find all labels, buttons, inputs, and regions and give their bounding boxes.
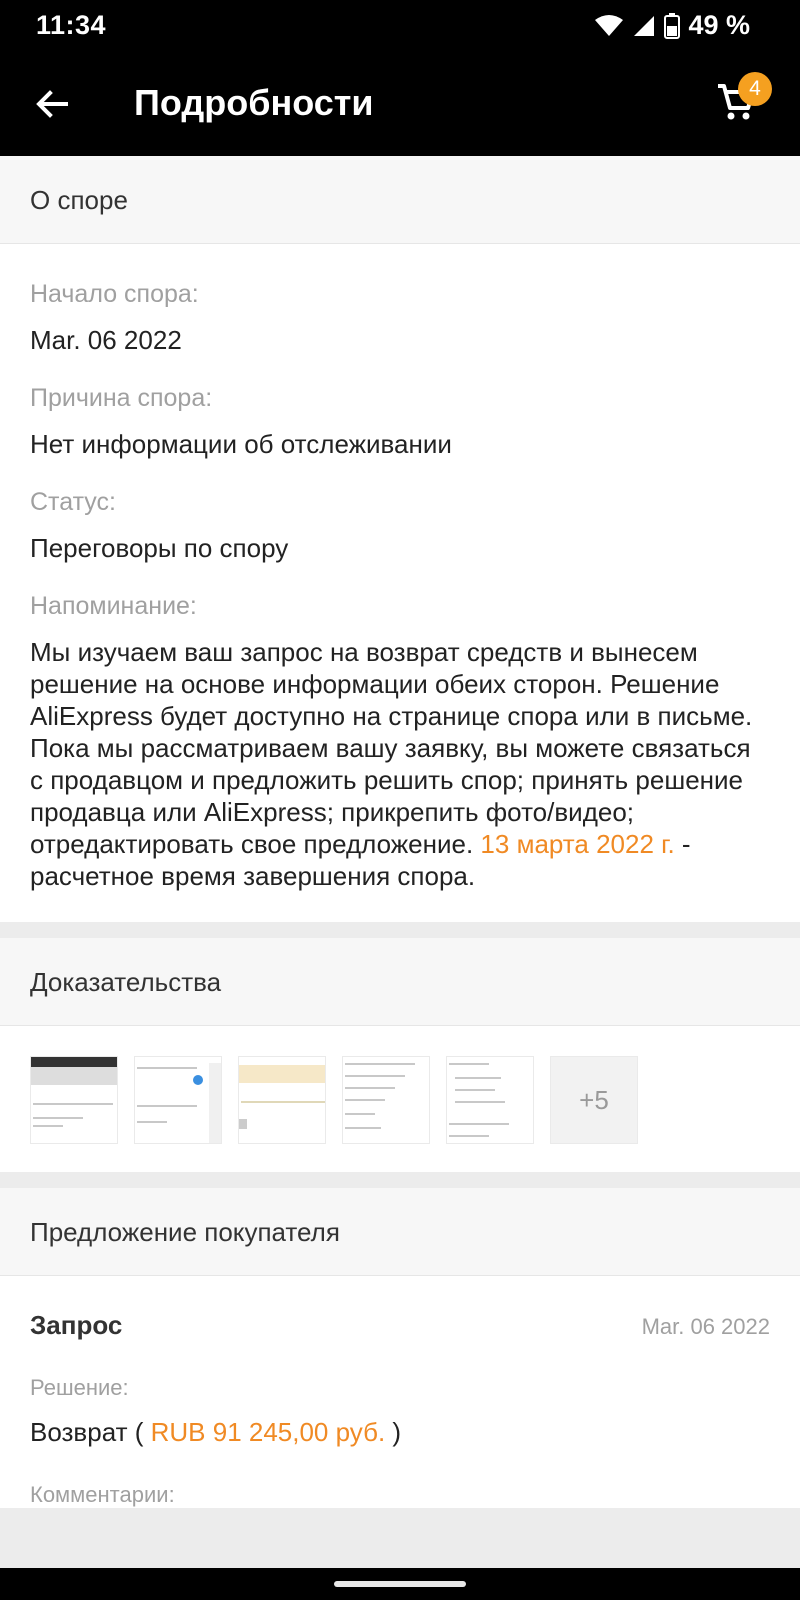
page-title: Подробности: [134, 82, 374, 123]
status-bar: [0, 0, 800, 52]
dispute-reason-value: Нет информации об отслеживании: [30, 429, 452, 459]
dispute-section-header: О споре: [0, 156, 800, 244]
request-date: Mar. 06 2022: [641, 1314, 770, 1339]
status-time: 11:34: [36, 10, 107, 40]
app-bar: [0, 52, 800, 156]
signal-icon: [632, 14, 656, 38]
decision-label: Решение:: [30, 1375, 129, 1400]
dispute-reason-field: [30, 384, 770, 460]
dispute-status-value: Переговоры по спору: [30, 533, 289, 563]
battery-percent: 49 %: [688, 10, 750, 40]
battery-icon: [664, 13, 680, 39]
reminder-deadline-date: 13 марта 2022 г.: [480, 829, 675, 859]
status-icons: [594, 10, 750, 41]
dispute-status-label: Статус:: [30, 488, 116, 516]
cart-button[interactable]: [712, 72, 772, 132]
evidence-section-header: Доказательства: [0, 938, 800, 1026]
back-button[interactable]: [28, 80, 76, 128]
section-divider: [0, 1172, 800, 1188]
system-nav-bar: [0, 1568, 800, 1600]
dispute-start-field: [30, 280, 770, 356]
dispute-reminder-text: [30, 636, 770, 892]
dispute-reason-label: Причина спора:: [30, 384, 213, 412]
evidence-thumbnail[interactable]: [446, 1056, 534, 1144]
evidence-more-button[interactable]: +5: [550, 1056, 638, 1144]
request-row: [30, 1310, 770, 1341]
wifi-icon: [594, 14, 624, 38]
buyer-offer-header: Предложение покупателя: [0, 1188, 800, 1276]
decision-value: [30, 1416, 770, 1448]
content-scroll[interactable]: [0, 156, 800, 1568]
dispute-start-value: Mar. 06 2022: [30, 325, 182, 355]
decision-prefix: Возврат (: [30, 1417, 151, 1447]
evidence-thumbnails: [0, 1026, 800, 1172]
dispute-reminder-label: Напоминание:: [30, 592, 197, 620]
dispute-start-label: Начало спора:: [30, 280, 199, 308]
request-title: Запрос: [30, 1310, 123, 1340]
evidence-thumbnail[interactable]: [30, 1056, 118, 1144]
dispute-status-field: [30, 488, 770, 564]
section-divider: [0, 922, 800, 938]
reminder-text-tail: - расчетное время завершения спора.: [30, 829, 691, 891]
dispute-section: [0, 156, 800, 922]
reminder-text-main: Мы изучаем ваш запрос на возврат средств и вынесем решение на основе информации обеих сторон. Решение AliExpress будет доступно на странице спора или в письме. Пока мы рассматриваем вашу заявку, вы можете связаться с продавцом и предложить решить спор; принять решение продавца или AliExpress; прикрепить фото/видео; отредактировать свое предложение.: [30, 637, 753, 859]
comments-label: Комментарии:: [30, 1482, 175, 1507]
evidence-thumbnail[interactable]: [342, 1056, 430, 1144]
comments-field: [30, 1482, 770, 1508]
refund-amount: RUB 91 245,00 руб.: [150, 1417, 386, 1447]
cart-count-badge: 4: [738, 72, 772, 106]
decision-field: [30, 1375, 770, 1448]
evidence-section: [0, 938, 800, 1172]
evidence-thumbnail[interactable]: [134, 1056, 222, 1144]
dispute-reminder-field: [30, 592, 770, 892]
arrow-back-icon: [36, 90, 68, 118]
buyer-offer-section: [0, 1188, 800, 1508]
home-gesture-handle[interactable]: [334, 1581, 466, 1587]
decision-suffix: ): [385, 1417, 402, 1447]
evidence-thumbnail[interactable]: [238, 1056, 326, 1144]
